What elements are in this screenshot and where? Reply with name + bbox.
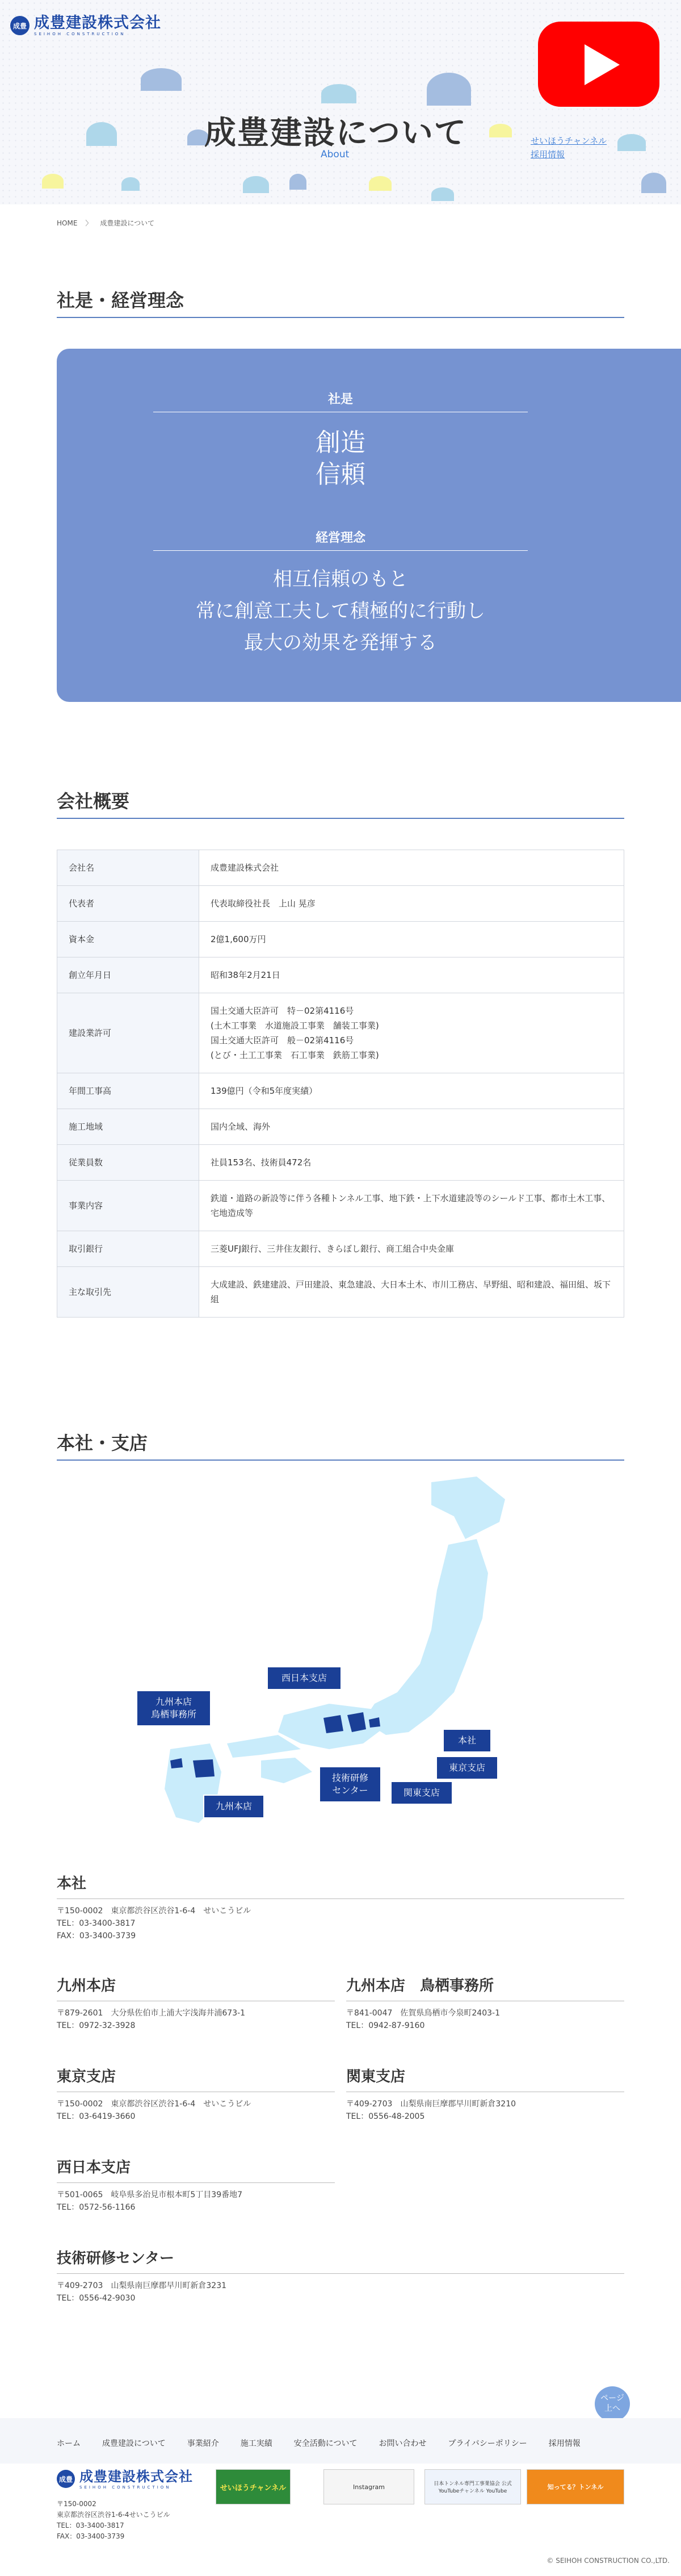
table-row (57, 957, 624, 993)
office-address-line: 〒409-2703 山梨県南巨摩郡早川町新倉3210 (346, 2100, 516, 2109)
footer-address-line: 東京都渋谷区渋谷1-6-4せいこうビル (57, 2511, 170, 2519)
hero-links (531, 134, 607, 161)
map-pin-kyushu[interactable] (136, 1690, 211, 1726)
principle-line: 常に創意工夫して積極的に行動し (196, 600, 485, 622)
principle-line: 相互信頼のもと (273, 568, 408, 591)
table-value (199, 1267, 624, 1318)
office-name: 東京支店 (57, 2065, 335, 2092)
deco-shape (617, 134, 646, 151)
table-value-line: 2億1,600万円 (211, 934, 266, 944)
page-title: 成豊建設について (204, 115, 467, 152)
table-value-line: 社員153名、技術員472名 (211, 1157, 312, 1168)
deco-shape (489, 124, 512, 137)
office-address (346, 2098, 624, 2123)
banner-label: 知ってる？トンネル (547, 2483, 604, 2491)
channel-link[interactable]: せいほうチャンネル (531, 136, 607, 146)
map-pin-tokyo[interactable] (436, 1756, 498, 1780)
footer-nav-item[interactable]: 施工実績 (240, 2439, 272, 2448)
table-key: 年間工事高 (57, 1073, 199, 1109)
office-entry (57, 1872, 624, 1942)
table-value (199, 1073, 624, 1109)
deco-shape (321, 84, 356, 103)
motto-line: 創造 (316, 428, 365, 457)
table-key: 主な取引先 (57, 1267, 199, 1318)
footer-address (57, 2499, 170, 2542)
footer-address-line: FAX：03-3400-3739 (57, 2532, 125, 2540)
office-address-line: 〒501-0065 岐阜県多治見市根本町5丁目39番地7 (57, 2190, 243, 2199)
company-overview-table (57, 850, 624, 1318)
office-address (346, 2007, 624, 2032)
table-value-line: 昭和38年2月21日 (211, 970, 280, 980)
office-name: 九州本店 (57, 1974, 335, 2001)
breadcrumb-current: 成豊建設について (100, 219, 155, 227)
table-value (199, 850, 624, 886)
office-address-line: 〒150-0002 東京都渋谷区渋谷1-6-4 せいこうビル (57, 2100, 251, 2109)
office-name: 関東支店 (346, 2065, 624, 2092)
table-key: 建設業許可 (57, 993, 199, 1073)
footer-company-name-en: SEIHOH CONSTRUCTION (79, 2485, 171, 2490)
office-entry (57, 2247, 624, 2305)
office-address-line: 〒409-2703 山梨県南巨摩郡早川町新倉3231 (57, 2281, 227, 2290)
page-top-label: ページ 上へ (600, 2394, 624, 2413)
table-value-line: 三菱UFJ銀行、三井住友銀行、きらぼし銀行、商工組合中央金庫 (211, 1244, 455, 1254)
table-value-line: (土木工事業 水道施設工事業 舗装工事業) (211, 1021, 379, 1031)
table-key: 施工地域 (57, 1109, 199, 1145)
map-label: 技術研修 センター (331, 1772, 368, 1796)
map-label: 東京支店 (448, 1762, 485, 1773)
table-value-line: 鉄道・道路の新設等に伴う各種トンネル工事、地下鉄・上下水道建設等のシールド工事、都市土木工事、宅地造成等 (211, 1193, 611, 1218)
page-subtitle: About (321, 149, 350, 160)
breadcrumb-separator: 〉 (85, 219, 93, 227)
banner-tunnel[interactable] (527, 2469, 624, 2504)
table-row (57, 850, 624, 886)
office-address-line: TEL：0556-42-9030 (57, 2294, 136, 2303)
hero (0, 0, 681, 204)
table-key: 取引銀行 (57, 1231, 199, 1267)
table-row (57, 1181, 624, 1231)
office-entry (346, 2065, 624, 2123)
footer-nav-item[interactable]: お問い合わせ (379, 2439, 427, 2448)
breadcrumb-home[interactable]: HOME (57, 219, 78, 227)
footer-nav (0, 2418, 681, 2464)
company-name: 成豊建設株式会社 (34, 14, 161, 32)
table-value-line: 成豊建設株式会社 (211, 863, 279, 873)
table-key: 従業員数 (57, 1145, 199, 1181)
copyright: © SEIHOH CONSTRUCTION CO.,LTD. (547, 2557, 670, 2565)
office-address-line: TEL：0942-87-9160 (346, 2021, 425, 2030)
deco-shape (42, 174, 64, 189)
table-row (57, 993, 624, 1073)
table-row (57, 1267, 624, 1318)
footer-nav-item[interactable]: ホーム (57, 2439, 81, 2448)
deco-shape (141, 68, 182, 91)
table-row (57, 1231, 624, 1267)
footer-nav-item[interactable]: 採用情報 (548, 2439, 581, 2448)
table-key: 創立年月日 (57, 957, 199, 993)
footer (0, 2464, 681, 2576)
deco-shape (369, 176, 392, 191)
motto-heading: 社是 (153, 390, 528, 412)
office-address-line: TEL：0572-56-1166 (57, 2203, 136, 2212)
office-address (57, 2098, 335, 2123)
table-value-line: 代表取締役社長 上山 晃彦 (211, 898, 316, 909)
breadcrumb (57, 218, 162, 228)
map-label: 九州本店 鳥栖事務所 (150, 1696, 196, 1720)
office-address-line: TEL：03-6419-3660 (57, 2112, 136, 2121)
table-value-line: 大成建設、鉄建建設、戸田建設、東急建設、大日本土木、市川工務店、早野組、昭和建設、福田組、坂下組 (211, 1279, 611, 1304)
site-logo[interactable] (10, 15, 161, 36)
office-address (57, 2189, 335, 2214)
footer-address-line: TEL：03-3400-3817 (57, 2521, 124, 2529)
table-value-line: (とび・土工工事業 石工事業 鉄筋工事業) (211, 1050, 379, 1060)
banner-seiho-channel[interactable] (216, 2469, 291, 2504)
footer-company-name: 成豊建設株式会社 (79, 2469, 193, 2485)
company-name-en: SEIHOH CONSTRUCTION (34, 32, 126, 36)
offices-heading: 本社・支店 (57, 1429, 624, 1461)
map-label: 本社 (457, 1735, 476, 1746)
logo-mark: 成豊 (57, 2470, 75, 2488)
table-key: 事業内容 (57, 1181, 199, 1231)
map-pin-honsha[interactable] (443, 1729, 491, 1753)
office-address-line: 〒150-0002 東京都渋谷区渋谷1-6-4 せいこうビル (57, 1906, 251, 1916)
table-row (57, 1073, 624, 1109)
banner-label: Instagram (353, 2483, 385, 2491)
youtube-icon[interactable] (538, 22, 659, 107)
table-value (199, 1181, 624, 1231)
table-value (199, 957, 624, 993)
philosophy-heading: 社是・経営理念 (57, 286, 624, 318)
table-value-line: 139億円（令和5年度実績） (211, 1086, 318, 1096)
map-label: 関東支店 (403, 1787, 440, 1798)
footer-address-line: 〒150-0002 (57, 2500, 96, 2508)
office-address (57, 2280, 624, 2305)
office-address-line: TEL：03-3400-3817 (57, 1919, 136, 1928)
philosophy-panel (57, 349, 681, 702)
table-value-line: 国土交通大臣許可 特－02第4116号 (211, 1006, 354, 1016)
footer-nav-item[interactable]: 事業紹介 (187, 2439, 219, 2448)
principle-heading: 経営理念 (153, 528, 528, 551)
deco-shape (86, 122, 117, 146)
office-address (57, 1905, 624, 1942)
office-address-line: TEL：0556-48-2005 (346, 2112, 425, 2121)
table-value (199, 886, 624, 922)
office-address-line: TEL：0972-32-3928 (57, 2021, 136, 2030)
table-value-line: 国土交通大臣許可 般－02第4116号 (211, 1035, 354, 1046)
office-name: 本社 (57, 1872, 624, 1899)
office-name: 九州本店 鳥栖事務所 (346, 1974, 624, 2001)
footer-logo[interactable] (57, 2468, 193, 2490)
table-value (199, 922, 624, 957)
principle-line: 最大の効果を発揮する (244, 632, 437, 654)
footer-nav-item[interactable]: プライバシーポリシー (448, 2439, 527, 2448)
map-label: 西日本支店 (281, 1672, 327, 1683)
table-row (57, 886, 624, 922)
page-top-button[interactable] (595, 2386, 630, 2422)
recruit-link[interactable]: 採用情報 (531, 149, 565, 160)
office-address-line: 〒879-2601 大分県佐伯市上浦大字浅海井浦673-1 (57, 2009, 246, 2018)
office-address-line: FAX：03-3400-3739 (57, 1931, 136, 1941)
office-address-line: 〒841-0047 佐賀県鳥栖市今泉町2403-1 (346, 2009, 500, 2018)
deco-shape (243, 176, 269, 193)
office-address (57, 2007, 335, 2032)
map-pin-nishinihon[interactable] (267, 1666, 342, 1690)
deco-shape (289, 174, 306, 190)
table-value (199, 1145, 624, 1181)
table-row (57, 922, 624, 957)
table-value (199, 1231, 624, 1267)
office-name: 西日本支店 (57, 2156, 335, 2183)
overview-heading: 会社概要 (57, 787, 624, 819)
footer-nav-item[interactable]: 安全活動について (293, 2439, 358, 2448)
map-pin-gijutsu[interactable] (319, 1766, 381, 1803)
table-row (57, 1145, 624, 1181)
table-row (57, 1109, 624, 1145)
table-value (199, 993, 624, 1073)
deco-shape (427, 73, 471, 106)
table-key: 資本金 (57, 922, 199, 957)
banner-label: 日本トンネル専門工事業協会 公式YouTubeチャンネル YouTube (434, 2481, 512, 2494)
logo-mark: 成豊 (10, 16, 30, 35)
table-key: 代表者 (57, 886, 199, 922)
banner-instagram[interactable] (323, 2469, 414, 2504)
office-name: 技術研修センター (57, 2247, 624, 2274)
table-value (199, 1109, 624, 1145)
table-key: 会社名 (57, 850, 199, 886)
deco-shape (641, 173, 666, 193)
deco-shape (431, 187, 454, 201)
map-pin-kyushu-main[interactable] (203, 1795, 264, 1818)
office-entry (57, 2065, 335, 2123)
office-entry (57, 1974, 335, 2032)
banner-youtube-association[interactable] (424, 2469, 521, 2504)
office-entry (57, 2156, 335, 2214)
map-pin-kanto[interactable] (390, 1781, 453, 1805)
footer-nav-item[interactable]: 成豊建設について (102, 2439, 166, 2448)
table-value-line: 国内全域、海外 (211, 1122, 271, 1132)
motto-line: 信頼 (316, 460, 365, 489)
deco-shape (121, 177, 140, 191)
map-label: 九州本店 (215, 1801, 252, 1812)
banner-label: せいほうチャンネル (220, 2483, 287, 2493)
office-entry (346, 1974, 624, 2032)
